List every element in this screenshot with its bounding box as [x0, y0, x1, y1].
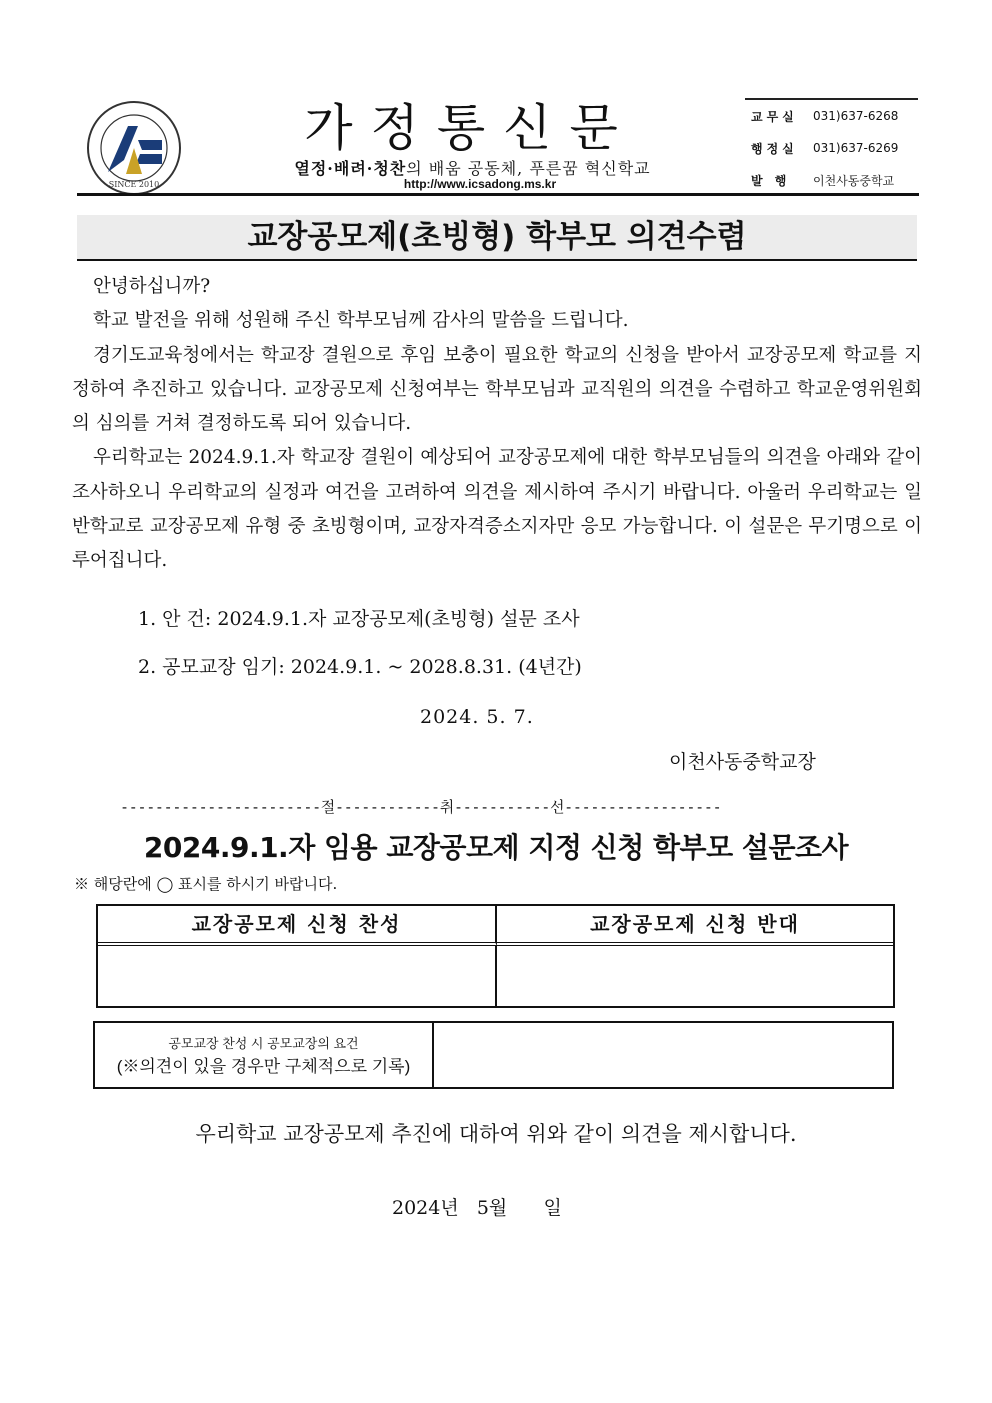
requirements-label-line2: (※의견이 있을 경우만 구체적으로 기록): [116, 1057, 411, 1076]
agenda-item: 1. 안 건: 2024.9.1.자 교장공모제(초빙형) 설문 조사: [138, 608, 580, 630]
term-item: 2. 공모교장 임기: 2024.9.1. ~ 2028.8.31. (4년간): [138, 656, 582, 678]
letter-body: [72, 270, 922, 579]
slogan-bold: 열정·배려·청찬: [294, 159, 407, 178]
principal-signature: 이천사동중학교장: [669, 751, 816, 773]
contact-value: 031)637-6268: [813, 109, 899, 123]
contact-value: 이천사동중학교: [813, 173, 895, 188]
logo-since-text: SINCE 2010: [108, 180, 160, 189]
survey-instruction: ※ 해당란에 ◯ 표시를 하시기 바랍니다.: [74, 875, 338, 893]
closing-statement: 우리학교 교장공모제 추진에 대하여 위와 같이 의견을 제시합니다.: [195, 1122, 797, 1146]
disagree-mark-cell[interactable]: [497, 946, 893, 1006]
contact-label: 행정실: [751, 141, 798, 156]
contact-label: 교무실: [751, 109, 798, 124]
contact-row: [745, 100, 918, 132]
contact-label: 발 행: [751, 173, 791, 188]
survey-title: 2024.9.1.자 임용 교장공모제 지정 신청 학부모 설문조사: [143, 831, 849, 864]
survey-table: [96, 904, 895, 1008]
response-date[interactable]: 2024년 5월 일: [392, 1197, 562, 1219]
school-url[interactable]: http://www.icsadong.ms.kr: [403, 177, 557, 191]
school-logo: [80, 100, 188, 196]
slogan-rest: 의 배움 공동체, 푸른꿈 혁신학교: [406, 159, 651, 178]
body-paragraph: 경기도교육청에서는 학교장 결원으로 후임 보충이 필요한 학교의 신청을 받아서 교장공모제 학교를 지정하여 추진하고 있습니다. 교장공모제 신청여부는 학부모님과 교직원의 의견을 수렴하고 학교운영위원회의 심의를 거쳐 결정하도록 되어 있습니다.: [72, 344, 922, 435]
masthead-title: 가정통신문: [304, 99, 636, 157]
agree-header: 교장공모제 신청 찬성: [98, 906, 497, 946]
requirements-table: [93, 1021, 894, 1089]
disagree-header: 교장공모제 신청 반대: [497, 906, 893, 946]
body-paragraph: 우리학교는 2024.9.1.자 학교장 결원이 예상되어 교장공모제에 대한 학부모님들의 의견을 아래와 같이 조사하오니 우리학교의 실정과 여건을 고려하여 의견을 제시하여 주시기 바랍니다. 아울러 우리학교는 일반학교로 교장공모제 유형 중 초빙형이며, 교장자격증소지자만 응모 가능합니다. 이 설문은 무기명으로 이루어집니다.: [72, 447, 922, 572]
contact-value: 031)637-6269: [813, 141, 899, 155]
contact-row: [745, 132, 918, 164]
header-divider: [77, 193, 919, 196]
requirements-label-line1: 공모교장 찬성 시 공모교장의 요건: [168, 1036, 359, 1051]
page-title: 교장공모제(초빙형) 학부모 의견수렴: [77, 215, 917, 261]
contact-row: [745, 164, 918, 196]
requirements-label: [95, 1023, 434, 1087]
contact-box: [745, 98, 918, 196]
letter-date: 2024. 5. 7.: [420, 706, 534, 728]
cut-line: -----------------------절------------취-----------선------------------: [120, 798, 722, 816]
body-paragraph: 학교 발전을 위해 성원해 주신 학부모님께 감사의 말씀을 드립니다.: [93, 310, 629, 332]
greeting: 안녕하십니까?: [93, 276, 211, 297]
school-slogan: [230, 156, 715, 179]
agree-mark-cell[interactable]: [98, 946, 497, 1006]
requirements-input-cell[interactable]: [434, 1023, 892, 1087]
